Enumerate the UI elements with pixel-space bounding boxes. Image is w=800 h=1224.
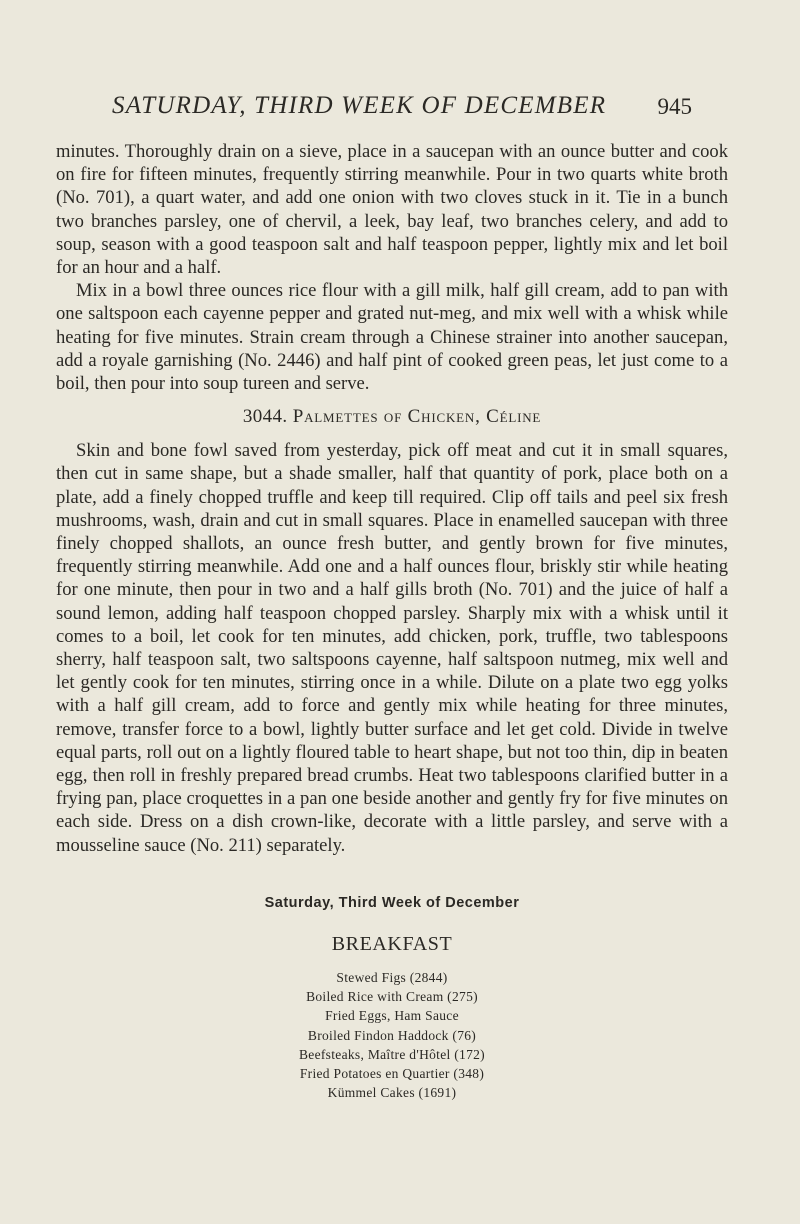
menu-item: Kümmel Cakes (1691) [327, 1085, 457, 1101]
menu-item: Beefsteaks, Maître d'Hôtel (172) [299, 1046, 485, 1062]
menu-item: Stewed Figs (2844) [336, 969, 448, 985]
menu-item: Broiled Findon Haddock (76) [307, 1027, 477, 1043]
running-head [112, 92, 692, 122]
recipe-title: Palmettes of Chicken, Céline [292, 406, 542, 428]
page-number: 945 [657, 94, 692, 119]
recipe-heading [56, 406, 728, 428]
paragraph-palmettes: Skin and bone fowl saved from yesterday, pick off meat and cut it in small squares, then cut in same shape, but a shade smaller, half that quantity of pork, place both on a plate, add a finely chopped truffle and keep till required. Clip off tails and peel six fresh mushrooms, wash, drain and cut in small squares. Place in enamelled saucepan with three finely chopped shallots, an ounce fresh butter, and gently brown for five minutes, frequently stirring meanwhile. Add one and a half ounces flour, briskly stir while heating for one minute, then pour in two and a half gills broth (No. 701) and the juice of half a sound lemon, adding half teaspoon chopped parsley. Sharply mix with a whisk until it comes to a boil, let cook for ten minutes, add chicken, pork, truffle, two tablespoons sherry, half teaspoon salt, two saltspoons cayenne, half saltspoon nutmeg, mix well and let gently cook for ten minutes, stirring once in a while. Dilute on a plate two egg yolks with a half gill cream, add to force and gently mix while heating for three minutes, remove, transfer force to a bowl, lightly butter surface and let get cold. Divide in twelve equal parts, roll out on a lightly floured table to heart shape, but not too thin, dip in beaten egg, then roll in freshly prepared bread crumbs. Heat two tablespoons clarified butter in a frying pan, place croquettes in a pan one beside another and gently fry for five minutes on each side. Dress on a dish crown-like, decorate with a little parsley, and serve with a mousseline sauce (No. 211) separately. [56, 440, 728, 856]
menu-meal-title: BREAKFAST [331, 932, 453, 955]
menu-item: Fried Eggs, Ham Sauce [325, 1008, 459, 1024]
paragraph-soup-continued: minutes. Thoroughly drain on a sieve, place in a saucepan with an ounce butter and cook on fire for fifteen minutes, frequently stirring meanwhile. Pour in two quarts white broth (No. 701), a quart water, and add one onion with two cloves stuck in it. Tie in a bunch two branches parsley, one of chervil, a leek, bay leaf, two branches celery, and add to soup, season with a good teaspoon salt and half teaspoon pepper, lightly mix and let boil for an hour and a half. [56, 141, 728, 279]
menu-day-heading: Saturday, Third Week of December [264, 894, 520, 911]
menu-list [56, 968, 728, 1102]
body-text [56, 140, 728, 1102]
recipe-number: 3044. [242, 406, 288, 428]
paragraph-soup-cream: Mix in a bowl three ounces rice flour with a gill milk, half gill cream, add to pan with one saltspoon each cayenne pepper and grated nut-meg, and mix well with a whisk while heating for five minutes. Strain cream through a Chinese strainer into another saucepan, add a royale garnishing (No. 2446) and half pint of cooked green peas, let just come to a boil, then pour into soup tureen and serve. [56, 280, 728, 395]
running-head-title: SATURDAY, THIRD WEEK OF DECEMBER [112, 92, 607, 119]
menu-item: Fried Potatoes en Quartier (348) [299, 1065, 485, 1081]
menu-item: Boiled Rice with Cream (275) [306, 989, 478, 1005]
